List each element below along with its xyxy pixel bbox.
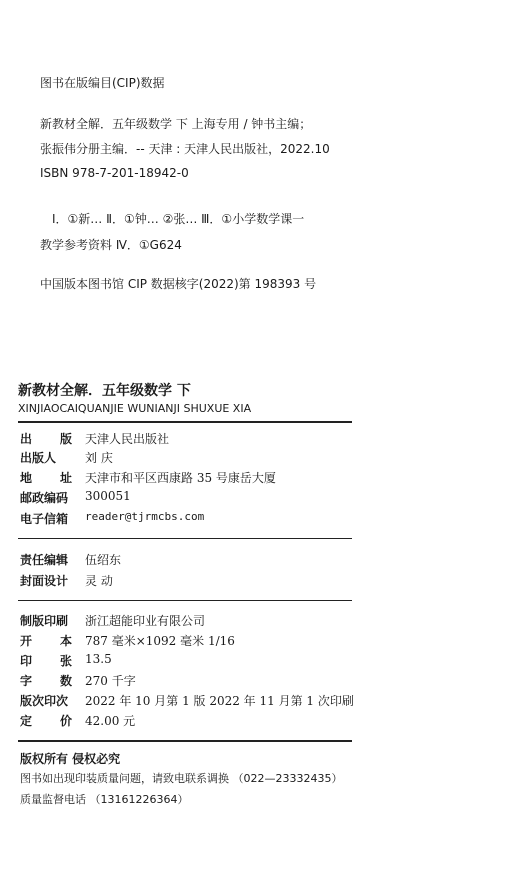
postcode-value: 300051	[85, 489, 131, 503]
book-title-pinyin: XINJIAOCAIQUANJIE WUNIANJI SHUXUE XIA	[18, 402, 252, 415]
cip-heading: 图书在版编目(CIP)数据	[40, 76, 165, 90]
editor-label: 责任编辑	[20, 553, 69, 567]
title-divider	[18, 421, 352, 423]
address-value: 天津市和平区西康路 35 号康岳大厦	[85, 471, 276, 485]
cip-line-2: 张振伟分册主编．-- 天津 : 天津人民出版社，2022.10	[40, 142, 330, 156]
printer-value: 浙江超能印业有限公司	[85, 614, 206, 628]
email-value: reader@tjrmcbs.com	[85, 510, 205, 523]
email-label: 电子信箱	[20, 512, 69, 526]
info-divider-1	[18, 538, 352, 539]
issuer-label: 出版人	[20, 451, 57, 465]
postcode-label: 邮政编码	[20, 491, 69, 505]
format-value: 787 毫米×1092 毫米 1/16	[85, 634, 235, 648]
edition-value: 2022 年 10 月第 1 版 2022 年 11 月第 1 次印刷	[85, 694, 354, 708]
publisher-value: 天津人民出版社	[85, 432, 170, 446]
info-divider-2	[18, 600, 352, 601]
publisher-label: 出 版	[20, 432, 72, 446]
quality-notice: 图书如出现印装质量问题，请致电联系调换 （022—23332435）	[20, 772, 343, 785]
editor-value: 伍绍东	[85, 553, 122, 567]
price-label: 定 价	[20, 714, 72, 728]
quality-hotline: 质量监督电话 （13161226364）	[20, 793, 189, 806]
price-value: 42.00 元	[85, 714, 136, 728]
cip-isbn: ISBN 978-7-201-18942-0	[40, 166, 189, 180]
words-label: 字 数	[20, 674, 72, 688]
address-label: 地 址	[20, 471, 72, 485]
cip-classification-1: Ⅰ．①新… Ⅱ．①钟… ②张… Ⅲ．①小学数学课一	[52, 212, 305, 226]
words-value: 270 千字	[85, 674, 136, 688]
cip-record-number: 中国版本图书馆 CIP 数据核字(2022)第 198393 号	[40, 277, 317, 291]
cover-design-value: 灵 动	[85, 574, 113, 588]
sheets-value: 13.5	[85, 652, 112, 666]
cip-line-1: 新教材全解．五年级数学 下 上海专用 / 钟书主编；	[40, 117, 312, 131]
edition-label: 版次印次	[20, 694, 69, 708]
cover-design-label: 封面设计	[20, 574, 69, 588]
sheets-label: 印 张	[20, 654, 72, 668]
cip-classification-2: 教学参考资料 Ⅳ．①G624	[40, 238, 182, 252]
book-title: 新教材全解．五年级数学 下	[18, 383, 191, 399]
issuer-value: 刘 庆	[85, 451, 113, 465]
printer-label: 制版印刷	[20, 614, 69, 628]
copyright-notice: 版权所有 侵权必究	[20, 752, 121, 766]
format-label: 开 本	[20, 634, 72, 648]
footer-divider	[18, 740, 352, 742]
